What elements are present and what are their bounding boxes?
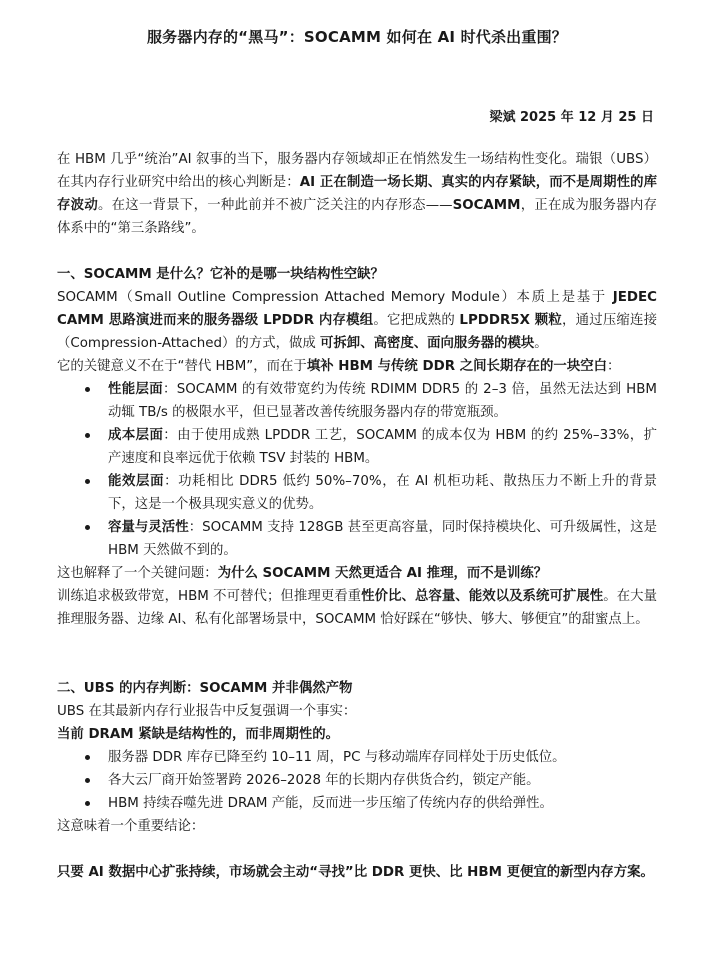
s1p1-text-1: SOCAMM（Small Outline Compression Attached Memory Module）本质上是基于 (57, 290, 613, 305)
s1p2-bold-1: 填补 HBM 与传统 DDR 之间长期存在的一块空白 (306, 359, 607, 374)
intro-bold-2: SOCAMM (452, 198, 521, 213)
intro-paragraph (57, 148, 657, 240)
list-item (57, 378, 657, 424)
list-item (57, 470, 657, 516)
section-2-paragraph-1: UBS 在其最新内存行业报告中反复强调一个事实： (57, 704, 357, 719)
section-2-paragraph-3: 这意味着一个重要结论： (57, 819, 205, 834)
section-1-paragraph-1 (57, 286, 657, 355)
list-item (57, 424, 657, 470)
spacer (57, 631, 657, 677)
bullet-text: ：由于使用成熟 LPDDR 工艺，SOCAMM 的成本仅为 HBM 的约 25%–33%，扩产速度和良率远优于依赖 TSV 封装的 HBM。 (108, 428, 658, 466)
spacer (57, 240, 657, 263)
section-1-paragraph-4 (57, 585, 657, 631)
document-title: 服务器内存的“黑马”：SOCAMM 如何在 AI 时代杀出重围？ (146, 28, 567, 46)
bullet-label: 性能层面 (108, 382, 164, 397)
s1p2-text-1: 它的关键意义不在于“替代 HBM”，而在于 (57, 359, 307, 374)
bullet-text: ：SOCAMM 支持 128GB 甚至更高容量，同时保持模块化、可升级属性，这是 HBM 天然做不到的。 (108, 520, 658, 558)
list-item: 各大云厂商开始签署跨 2026–2028 年的长期内存供货合约，锁定产能。 (57, 769, 657, 792)
s1p4-text-2: 。在大量推理服务器、边缘 AI、私有化部署场景中，SOCAMM 恰好踩在“够快、够大、够便宜”的甜蜜点上。 (57, 589, 657, 627)
section-2-conclusion: 只要 AI 数据中心扩张持续，市场就会主动“寻找”比 DDR 更快、比 HBM 更便宜的新型内存方案。 (57, 865, 654, 880)
s1p1-bold-2: LPDDR5X 颗粒 (459, 313, 563, 328)
s1p4-bold-1: 性价比、总容量、能效以及系统可扩展性 (361, 589, 604, 604)
section-2-key-statement: 当前 DRAM 紧缺是结构性的，而非周期性的。 (57, 727, 340, 742)
s1p1-bold-1: JEDEC CAMM 思路演进而来的服务器级 LPDDR 内存模组 (57, 290, 657, 328)
bullet-label: 容量与灵活性 (108, 520, 189, 535)
section-2-bullet-list (57, 746, 657, 815)
spacer (57, 838, 657, 861)
intro-text-1: 在 HBM 几乎“统治”AI 叙事的当下，服务器内存领域却正在悄然发生一场结构性变化。瑞银（UBS）在其内存行业研究中给出的核心判断是： (57, 152, 657, 190)
s1p2-text-2: ： (607, 359, 621, 374)
intro-text-3: ，正在成为服务器内存体系中的“第三条路线”。 (57, 198, 658, 236)
list-item (57, 516, 657, 562)
section-2-heading: 二、UBS 的内存判断：SOCAMM 并非偶然产物 (57, 681, 353, 696)
intro-text-2: 。在这一背景下，一种此前并不被广泛关注的内存形态—— (97, 198, 453, 213)
bullet-text: ：SOCAMM 的有效带宽约为传统 RDIMM DDR5 的 2–3 倍，虽然无法达到 HBM 动辄 TB/s 的极限水平，但已显著改善传统服务器内存的带宽瓶颈。 (108, 382, 657, 420)
bullet-label: 成本层面 (108, 428, 164, 443)
bullet-text: ：功耗相比 DDR5 低约 50%–70%，在 AI 机柜功耗、散热压力不断上升的背景下，这是一个极具现实意义的优势。 (108, 474, 657, 512)
section-1-bullet-list (57, 378, 657, 562)
author-date-line: 梁斌 2025 年 12 月 25 日 (489, 110, 654, 125)
s1p1-text-3: ，通过压缩连接（Compression-Attached）的方式，做成 (57, 313, 658, 351)
section-1-paragraph-2 (57, 355, 657, 378)
section-1-heading: 一、SOCAMM 是什么？它补的是哪一块结构性空缺？ (57, 267, 384, 282)
s1p3-text-1: 这也解释了一个关键问题： (57, 566, 218, 581)
intro-bold-1: AI 正在制造一场长期、真实的内存紧缺，而不是周期性的库存波动 (57, 175, 658, 213)
s1p3-bold-1: 为什么 SOCAMM 天然更适合 AI 推理，而不是训练？ (217, 566, 548, 581)
bullet-label: 能效层面 (108, 474, 165, 489)
s1p1-text-2: 。它把成熟的 (373, 313, 460, 328)
s1p4-text-1: 训练追求极致带宽，HBM 不可替代；但推理更看重 (57, 589, 362, 604)
section-1-paragraph-3 (57, 562, 657, 585)
list-item: 服务器 DDR 库存已降至约 10–11 周，PC 与移动端库存同样处于历史低位。 (57, 746, 657, 769)
s1p1-bold-3: 可拆卸、高密度、面向服务器的模块 (320, 336, 535, 351)
list-item: HBM 持续吞噬先进 DRAM 产能，反而进一步压缩了传统内存的供给弹性。 (57, 792, 657, 815)
s1p1-text-4: 。 (534, 336, 548, 351)
article-body (57, 148, 657, 884)
